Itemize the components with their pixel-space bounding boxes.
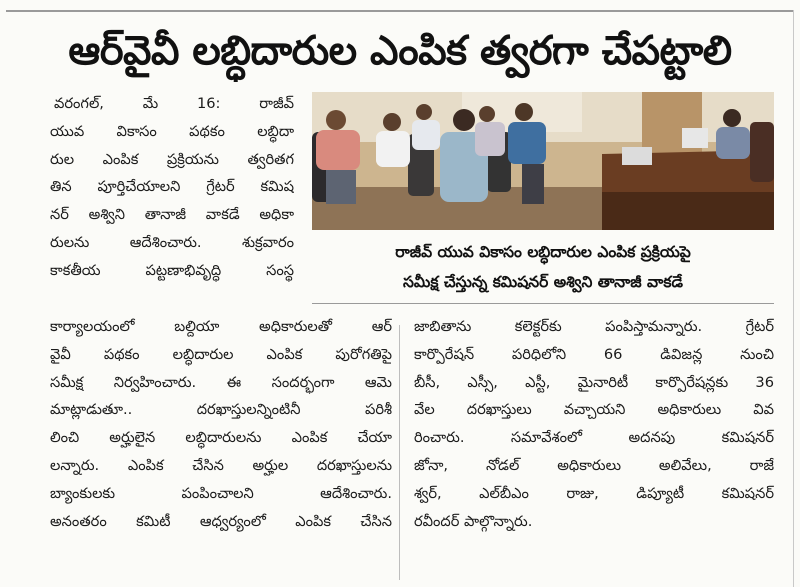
body-line: యువ వికాసం పథకం లబ్ధిదా	[50, 122, 294, 140]
photo-caption	[312, 237, 774, 301]
body-line: తిన పూర్తిచేయాలని గ్రేటర్ కమిష	[50, 178, 294, 196]
body-line: కార్పొరేషన్ పరిధిలోని 66 డివిజన్ల నుంచి	[414, 345, 774, 363]
body-line: రవీందర్ పాల్గొన్నారు.	[414, 512, 533, 530]
body-line: బ్యాంకులకు పంపించాలని ఆదేశించారు.	[50, 484, 392, 502]
body-line: అనంతరం కమిటీ ఆధ్వర్యంలో ఎంపిక చేసిన	[50, 512, 392, 530]
body-line: మాట్లాడుతూ.. దరఖాస్తులన్నింటినీ పరిశీ	[50, 401, 392, 419]
column-divider	[399, 325, 400, 580]
caption-divider	[312, 303, 774, 304]
body-line: లించి అర్హులైన లబ్ధిదారులను ఎంపిక చేయా	[50, 429, 392, 447]
body-line: శ్వర్, ఎల్‌బీఎం రాజు, డిప్యూటీ కమిషనర్	[414, 484, 774, 502]
body-line: నర్ అశ్విని తానాజీ వాకడే అధికా	[50, 206, 294, 224]
caption-line: రాజీవ్ యువ వికాసం లబ్ధిదారుల ఎంపిక ప్రక్రియపై	[395, 243, 691, 261]
body-line: వైవీ పథకం లబ్ధిదారుల ఎంపిక పురోగతిపై	[50, 345, 392, 363]
right-border	[793, 10, 794, 587]
body-line: జాబితాను కలెక్టర్‌కు పంపిస్తామన్నారు. గ్రేటర్	[414, 318, 774, 335]
caption-line: సమీక్ష చేస్తున్న కమిషనర్ అశ్విని తానాజీ వాకడే	[403, 273, 683, 291]
body-line: రులను ఆదేశించారు. శుక్రవారం	[50, 233, 294, 251]
body-line: రించారు. సమావేశంలో అదనపు కమిషనర్	[414, 429, 774, 447]
body-line: రుల ఎంపిక ప్రక్రియను త్వరితగ	[50, 150, 294, 168]
body-line: బీసీ, ఎస్సీ, ఎస్టీ, మైనారిటీ కార్పొరేషన్లకు 36	[414, 373, 774, 391]
body-line: వరంగల్, మే 16: రాజీవ్	[54, 95, 294, 112]
body-line: కాకతీయ పట్టణాభివృద్ధి సంస్థ	[50, 261, 294, 279]
intro-column	[50, 90, 294, 285]
meeting-photo	[312, 92, 774, 230]
right-column	[414, 313, 774, 535]
top-border	[6, 10, 794, 12]
body-line: కార్యాలయంలో బల్దియా అధికారులతో ఆర్	[50, 318, 392, 335]
left-column	[50, 313, 392, 535]
meeting-photo-illustration	[312, 92, 774, 230]
body-line: లన్నారు. ఎంపిక చేసిన అర్హుల దరఖాస్తులను	[50, 456, 392, 474]
headline: ఆర్‌వైవీ లబ్ధిదారుల ఎంపిక త్వరగా చేపట్టాలి	[68, 28, 732, 74]
body-line: జోనా, నోడల్ అధికారులు అలివేలు, రాజే	[414, 456, 774, 474]
body-line: వేల దరఖాస్తులు వచ్చాయని అధికారులు వివ	[414, 401, 774, 419]
body-line: సమీక్ష నిర్వహించారు. ఈ సందర్భంగా ఆమె	[50, 373, 392, 391]
